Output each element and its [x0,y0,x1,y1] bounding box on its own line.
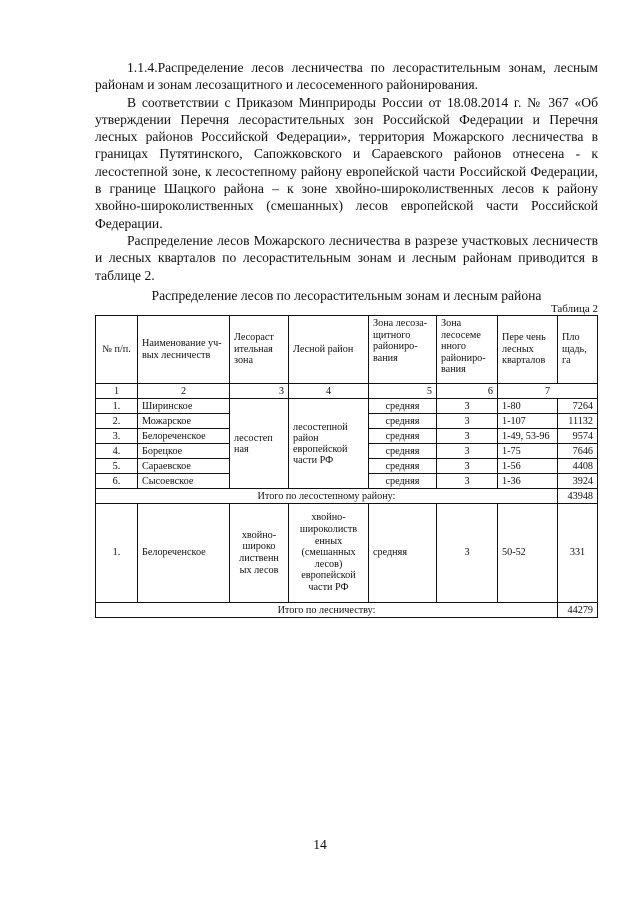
table-row [96,399,598,414]
column-number-row [96,384,598,399]
row-seed-zone: 3 [437,459,498,474]
row-number: 3. [96,429,138,444]
row-number: 1. [96,504,138,603]
row-protection-zone: средняя [369,474,437,489]
total-row [96,603,598,618]
row-area: 7264 [558,399,598,414]
order-paragraph: В соответствии с Приказом Минприроды России от 18.08.2014 г. № 367 «Об утверждении Перечня лесорастительных зон Российской Федерации и Перечня лесных районов Российской Федерации», территория Можарского лесничества в границах Путятинского, Сапожковского и Сараевского районов отнесена - к лесостепной зоне, к лесостепному району европейской части Российской Федерации, в границе Шацкого района – к зоне хвойно-широколиственных лесов к району хвойно-широколиственных (смешанных) лесов европейской части Российской Федерации. [95,94,598,231]
row-protection-zone: средняя [369,399,437,414]
row-quarters: 1-49, 53-96 [498,429,558,444]
col-num-1: 1 [96,384,138,399]
row-quarters: 50-52 [498,504,558,603]
header-name: Наименование уч-вых лесничеств [138,316,230,384]
table-header-row [96,316,598,384]
total-label: Итого по лесничеству: [96,603,558,618]
row-quarters: 1-56 [498,459,558,474]
row-area: 3924 [558,474,598,489]
row-name: Ширинское [138,399,230,414]
row-protection-zone: средняя [369,444,437,459]
row-number: 6. [96,474,138,489]
group2-zone: хвойно-широко лиственн ых лесов [230,504,289,603]
subtotal-row [96,489,598,504]
row-seed-zone: 3 [437,414,498,429]
header-seed-zone: Зона лесосеме нного райониро-вания [437,316,498,384]
group2-region: хвойно-широколиств енных (смешанных лесов) европейской части РФ [289,504,369,603]
distribution-paragraph: Распределение лесов Можарского лесничества в разрезе участковых лесничеств и лесных кварталов по лесорастительным зонам и лесным районам приводится в таблице 2. [95,232,598,283]
header-protection-zone: Зона лесоза-щитного райониро-вания [369,316,437,384]
col-num-3: 3 [230,384,289,399]
row-quarters: 1-107 [498,414,558,429]
header-region: Лесной район [289,316,369,384]
row-name: Можарское [138,414,230,429]
row-quarters: 1-80 [498,399,558,414]
col-num-4: 4 [289,384,369,399]
row-seed-zone: 3 [437,444,498,459]
row-seed-zone: 3 [437,399,498,414]
row-quarters: 1-36 [498,474,558,489]
row-protection-zone: средняя [369,414,437,429]
row-name: Белореченское [138,504,230,603]
header-number: № п/п. [96,316,138,384]
subtotal-value: 43948 [558,489,598,504]
subtotal-label: Итого по лесостепному району: [96,489,558,504]
row-area: 331 [558,504,598,603]
row-number: 5. [96,459,138,474]
row-name: Борецкое [138,444,230,459]
row-area: 7646 [558,444,598,459]
row-area: 9574 [558,429,598,444]
row-area: 4408 [558,459,598,474]
header-zone: Лесораст ительная зона [230,316,289,384]
section-heading-paragraph: 1.1.4.Распределение лесов лесничества по лесорастительным зонам, лесным районам и зонам лесозащитного и лесосеменного районирования. [95,60,598,93]
forest-distribution-table [95,315,598,618]
row-seed-zone: 3 [437,474,498,489]
row-protection-zone: средняя [369,429,437,444]
col-num-5: 5 [369,384,437,399]
row-name: Сысоевское [138,474,230,489]
body-text [95,59,598,284]
col-num-6: 6 [437,384,498,399]
row-name: Сараевское [138,459,230,474]
row-protection-zone: средняя [369,459,437,474]
col-num-2: 2 [138,384,230,399]
row-number: 2. [96,414,138,429]
table-label: Таблица 2 [550,303,598,315]
row-area: 11132 [558,414,598,429]
row-number: 1. [96,399,138,414]
row-quarters: 1-75 [498,444,558,459]
group1-zone: лесостеп ная [230,399,289,489]
row-protection-zone: средняя [369,504,437,603]
group1-region: лесостепной район европейской части РФ [289,399,369,489]
row-seed-zone: 3 [437,504,498,603]
table-caption: Распределение лесов по лесорастительным зонам и лесным района [151,288,542,303]
col-num-7: 7 [498,384,598,399]
header-quarters: Пере чень лесных кварталов [498,316,558,384]
row-name: Белореченское [138,429,230,444]
row-number: 4. [96,444,138,459]
total-value: 44279 [558,603,598,618]
table-row [96,504,598,603]
row-seed-zone: 3 [437,429,498,444]
header-area: Пло щадь, га [558,316,598,384]
page-number: 14 [313,837,327,852]
